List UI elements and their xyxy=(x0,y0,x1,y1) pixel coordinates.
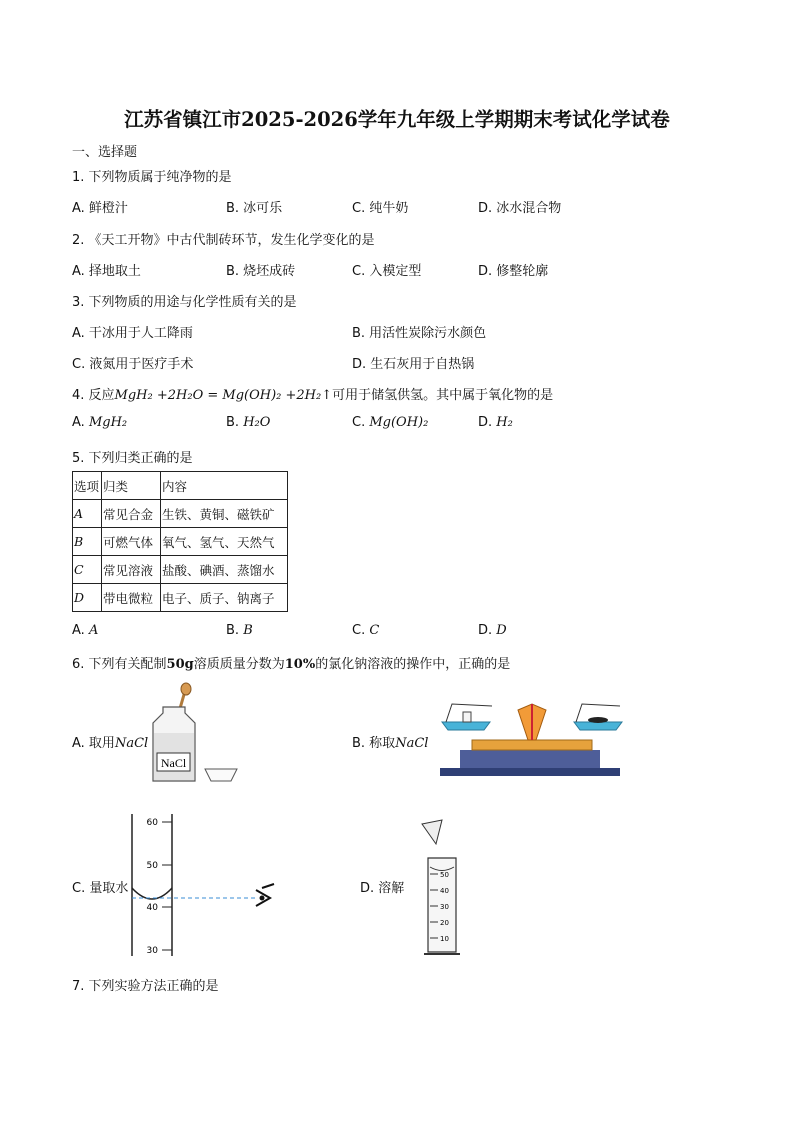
tick-label: 50 xyxy=(440,871,449,879)
tick-label: 60 xyxy=(146,818,158,828)
question-5-stem: 5. 下列归类正确的是 xyxy=(72,451,193,466)
option-prefix: D. xyxy=(478,623,497,638)
option-formula: A xyxy=(88,623,99,638)
section-heading: 一、选择题 xyxy=(72,145,138,160)
question-5-option-a[interactable] xyxy=(72,623,98,638)
table-cell: D xyxy=(73,584,102,612)
classification-table xyxy=(72,471,288,612)
option-formula: B xyxy=(243,623,253,638)
tick-label: 30 xyxy=(146,946,158,956)
question-5-option-c[interactable] xyxy=(352,623,379,638)
table-header-cell: 内容 xyxy=(161,472,288,500)
table-row xyxy=(73,556,288,584)
table-cell: C xyxy=(73,556,102,584)
table-cell: 常见合金 xyxy=(102,500,161,528)
tick-label: 40 xyxy=(440,887,449,895)
question-2-option-d[interactable]: D. 修整轮廓 xyxy=(478,264,549,279)
question-7-stem: 7. 下列实验方法正确的是 xyxy=(72,979,219,994)
bottle-label-text: NaCl xyxy=(160,756,187,770)
question-6-option-a[interactable] xyxy=(72,732,148,751)
balance-body xyxy=(460,750,600,768)
table-header-cell: 归类 xyxy=(102,472,161,500)
question-3-option-b[interactable]: B. 用活性炭除污水颜色 xyxy=(352,326,487,341)
table-cell: 可燃气体 xyxy=(102,528,161,556)
option-prefix: C. xyxy=(352,623,370,638)
option-formula: H₂ xyxy=(496,415,513,430)
weight-block xyxy=(463,712,471,722)
option-prefix: D. xyxy=(478,415,497,430)
question-4-option-a[interactable] xyxy=(72,415,127,430)
option-prefix: B. xyxy=(226,623,244,638)
question-2-option-c[interactable]: C. 入模定型 xyxy=(352,264,422,279)
option-prefix: B. 称取 xyxy=(352,736,396,751)
question-6-option-d[interactable]: D. 溶解 xyxy=(360,881,405,896)
table-header-row xyxy=(73,472,288,500)
question-4-stem xyxy=(72,384,553,403)
table-row xyxy=(73,528,288,556)
question-4-option-d[interactable] xyxy=(478,415,513,430)
table-cell: 带电微粒 xyxy=(102,584,161,612)
tick-label: 10 xyxy=(440,935,449,943)
balance-base xyxy=(440,768,620,776)
figure-dissolve xyxy=(420,818,480,958)
option-prefix: A. xyxy=(72,415,89,430)
table-header-cell: 选项 xyxy=(73,472,102,500)
table-row xyxy=(73,500,288,528)
meniscus xyxy=(132,888,172,899)
nacl-sample xyxy=(588,717,608,723)
right-pan xyxy=(574,722,622,730)
question-4-stem-prefix: 4. 反应 xyxy=(72,388,115,403)
question-1-option-b[interactable]: B. 冰可乐 xyxy=(226,201,283,216)
tick-label: 30 xyxy=(440,903,449,911)
question-3-option-c[interactable]: C. 液氮用于医疗手术 xyxy=(72,357,194,372)
table-cell: 电子、质子、钠离子 xyxy=(161,584,288,612)
question-3-stem: 3. 下列物质的用途与化学性质有关的是 xyxy=(72,295,297,310)
question-6-option-b[interactable] xyxy=(352,732,428,751)
balance-beam xyxy=(472,740,592,750)
question-6-mass: 50g xyxy=(166,657,194,672)
question-6-stem-prefix: 6. 下列有关配制 xyxy=(72,657,167,672)
question-3-option-a[interactable]: A. 干冰用于人工降雨 xyxy=(72,326,193,341)
question-4-option-b[interactable] xyxy=(226,415,270,430)
question-6-stem-middle: 溶质质量分数为 xyxy=(193,657,285,672)
option-formula: NaCl xyxy=(114,736,149,751)
question-4-stem-suffix: 可用于储氢供氢。其中属于氧化物的是 xyxy=(332,388,554,403)
figure-measure-water xyxy=(128,810,288,960)
question-5-option-b[interactable] xyxy=(226,623,253,638)
table-cell: 氧气、氢气、天然气 xyxy=(161,528,288,556)
question-2-option-b[interactable]: B. 烧坯成砖 xyxy=(226,264,296,279)
spoon-bowl xyxy=(181,683,191,695)
option-formula: MgH₂ xyxy=(88,415,128,430)
option-formula: D xyxy=(496,623,507,638)
table-cell: 盐酸、碘酒、蒸馏水 xyxy=(161,556,288,584)
figure-weigh-nacl xyxy=(432,690,632,780)
question-6-stem-suffix: 的氯化钠溶液的操作中，正确的是 xyxy=(315,657,511,672)
question-6-stem xyxy=(72,653,510,672)
option-prefix: B. xyxy=(226,415,244,430)
left-pan xyxy=(442,722,490,730)
table-cell: A xyxy=(73,500,102,528)
option-formula: Mg(OH)₂ xyxy=(369,415,429,430)
question-1-option-d[interactable]: D. 冰水混合物 xyxy=(478,201,562,216)
option-prefix: C. xyxy=(352,415,370,430)
option-formula: C xyxy=(369,623,380,638)
eye-icon xyxy=(256,884,274,906)
table-cell: 生铁、黄铜、磁铁矿 xyxy=(161,500,288,528)
question-4-option-c[interactable] xyxy=(352,415,428,430)
weighing-dish xyxy=(205,769,237,781)
option-formula: NaCl xyxy=(395,736,429,751)
tick-label: 50 xyxy=(146,861,158,871)
question-2-stem: 2. 《天工开物》中古代制砖环节，发生化学变化的是 xyxy=(72,233,375,248)
question-2-option-a[interactable]: A. 择地取土 xyxy=(72,264,141,279)
funnel-icon xyxy=(422,820,442,844)
question-4-equation: MgH₂ +2H₂O = Mg(OH)₂ +2H₂↑ xyxy=(114,388,333,403)
table-cell: 常见溶液 xyxy=(102,556,161,584)
tick-label: 20 xyxy=(440,919,449,927)
option-prefix: A. xyxy=(72,623,89,638)
question-6-percent: 10% xyxy=(284,657,316,672)
figure-take-nacl xyxy=(145,683,255,793)
question-5-option-d[interactable] xyxy=(478,623,507,638)
option-prefix: A. 取用 xyxy=(72,736,115,751)
option-formula: H₂O xyxy=(243,415,271,430)
tick-label: 40 xyxy=(146,903,158,913)
question-6-option-c[interactable]: C. 量取水 xyxy=(72,881,129,896)
table-cell: B xyxy=(73,528,102,556)
page-title: 江苏省镇江市2025-2026学年九年级上学期期末考试化学试卷 xyxy=(124,108,670,131)
question-3-option-d[interactable]: D. 生石灰用于自热锅 xyxy=(352,357,475,372)
question-1-option-c[interactable]: C. 纯牛奶 xyxy=(352,201,409,216)
table-row xyxy=(73,584,288,612)
cylinder-ticks xyxy=(162,822,172,950)
question-1-option-a[interactable]: A. 鲜橙汁 xyxy=(72,201,128,216)
question-1-stem: 1. 下列物质属于纯净物的是 xyxy=(72,170,232,185)
